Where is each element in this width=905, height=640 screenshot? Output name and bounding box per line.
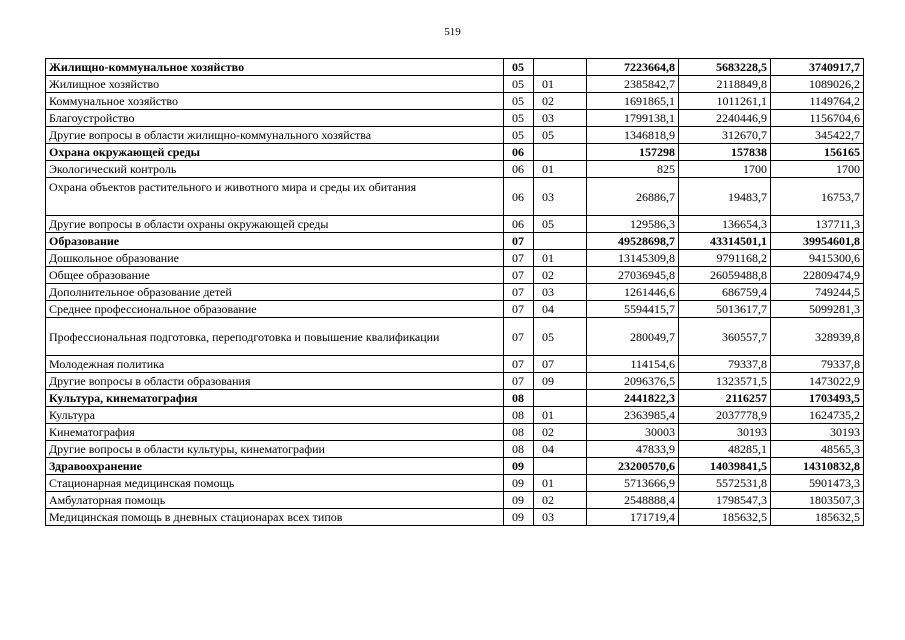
table-row (46, 441, 864, 458)
section-code-cell: 05 (504, 127, 534, 144)
value-cell-3: 156165 (771, 144, 864, 161)
value-cell-3: 185632,5 (771, 509, 864, 526)
section-row (46, 59, 864, 76)
value-cell-2: 19483,7 (679, 178, 771, 216)
row-name-cell: Благоустройство (46, 110, 504, 127)
section-code-cell: 08 (504, 407, 534, 424)
row-name-cell: Культура, кинематография (46, 390, 504, 407)
row-name-cell: Образование (46, 233, 504, 250)
value-cell-2: 185632,5 (679, 509, 771, 526)
row-name-cell: Дошкольное образование (46, 250, 504, 267)
table-row (46, 93, 864, 110)
row-name-cell: Культура (46, 407, 504, 424)
row-name-cell: Жилищно-коммунальное хозяйство (46, 59, 504, 76)
subsection-code-cell: 03 (534, 110, 587, 127)
value-cell-1: 13145309,8 (587, 250, 679, 267)
value-cell-2: 5572531,8 (679, 475, 771, 492)
section-code-cell: 07 (504, 267, 534, 284)
value-cell-1: 1346818,9 (587, 127, 679, 144)
table-row (46, 284, 864, 301)
table-row (46, 492, 864, 509)
value-cell-2: 26059488,8 (679, 267, 771, 284)
table-row (46, 76, 864, 93)
row-name-cell: Дополнительное образование детей (46, 284, 504, 301)
table-row (46, 407, 864, 424)
value-cell-3: 1624735,2 (771, 407, 864, 424)
page-number: 519 (444, 26, 461, 38)
value-cell-3: 1803507,3 (771, 492, 864, 509)
value-cell-3: 1700 (771, 161, 864, 178)
row-name-cell: Другие вопросы в области охраны окружающей среды (46, 216, 504, 233)
row-name-cell: Амбулаторная помощь (46, 492, 504, 509)
row-name-cell: Общее образование (46, 267, 504, 284)
section-code-cell: 09 (504, 492, 534, 509)
value-cell-2: 686759,4 (679, 284, 771, 301)
value-cell-3: 5901473,3 (771, 475, 864, 492)
subsection-code-cell (534, 144, 587, 161)
value-cell-2: 5013617,7 (679, 301, 771, 318)
value-cell-1: 280049,7 (587, 318, 679, 356)
subsection-code-cell: 01 (534, 76, 587, 93)
section-code-cell: 07 (504, 373, 534, 390)
row-name-cell: Среднее профессиональное образование (46, 301, 504, 318)
value-cell-2: 43314501,1 (679, 233, 771, 250)
value-cell-1: 1691865,1 (587, 93, 679, 110)
value-cell-1: 171719,4 (587, 509, 679, 526)
value-cell-2: 5683228,5 (679, 59, 771, 76)
row-name-cell: Стационарная медицинская помощь (46, 475, 504, 492)
value-cell-1: 129586,3 (587, 216, 679, 233)
row-name-cell: Профессиональная подготовка, переподготовка и повышение квалификации (46, 318, 504, 356)
section-code-cell: 07 (504, 356, 534, 373)
value-cell-2: 9791168,2 (679, 250, 771, 267)
section-code-cell: 07 (504, 318, 534, 356)
subsection-code-cell: 07 (534, 356, 587, 373)
value-cell-3: 1703493,5 (771, 390, 864, 407)
value-cell-1: 2096376,5 (587, 373, 679, 390)
row-name-cell: Экологический контроль (46, 161, 504, 178)
subsection-code-cell: 04 (534, 441, 587, 458)
value-cell-1: 47833,9 (587, 441, 679, 458)
value-cell-1: 1261446,6 (587, 284, 679, 301)
subsection-code-cell: 01 (534, 250, 587, 267)
value-cell-3: 39954601,8 (771, 233, 864, 250)
value-cell-2: 1700 (679, 161, 771, 178)
section-row (46, 233, 864, 250)
value-cell-3: 5099281,3 (771, 301, 864, 318)
value-cell-3: 1149764,2 (771, 93, 864, 110)
table-row (46, 267, 864, 284)
value-cell-1: 27036945,8 (587, 267, 679, 284)
value-cell-3: 30193 (771, 424, 864, 441)
value-cell-1: 1799138,1 (587, 110, 679, 127)
value-cell-3: 1089026,2 (771, 76, 864, 93)
value-cell-2: 14039841,5 (679, 458, 771, 475)
subsection-code-cell: 04 (534, 301, 587, 318)
value-cell-3: 1156704,6 (771, 110, 864, 127)
section-code-cell: 09 (504, 475, 534, 492)
subsection-code-cell: 03 (534, 284, 587, 301)
value-cell-1: 2363985,4 (587, 407, 679, 424)
row-name-cell: Коммунальное хозяйство (46, 93, 504, 110)
table-row (46, 318, 864, 356)
value-cell-3: 345422,7 (771, 127, 864, 144)
row-name-cell: Медицинская помощь в дневных стационарах всех типов (46, 509, 504, 526)
value-cell-1: 825 (587, 161, 679, 178)
subsection-code-cell: 09 (534, 373, 587, 390)
value-cell-2: 30193 (679, 424, 771, 441)
subsection-code-cell: 05 (534, 127, 587, 144)
subsection-code-cell: 02 (534, 492, 587, 509)
section-code-cell: 08 (504, 424, 534, 441)
section-code-cell: 05 (504, 93, 534, 110)
value-cell-2: 2116257 (679, 390, 771, 407)
subsection-code-cell (534, 59, 587, 76)
row-name-cell: Охрана окружающей среды (46, 144, 504, 161)
table-row (46, 424, 864, 441)
value-cell-1: 2441822,3 (587, 390, 679, 407)
subsection-code-cell (534, 458, 587, 475)
section-row (46, 390, 864, 407)
section-code-cell: 05 (504, 59, 534, 76)
value-cell-2: 157838 (679, 144, 771, 161)
subsection-code-cell: 05 (534, 216, 587, 233)
section-code-cell: 07 (504, 250, 534, 267)
row-name-cell: Другие вопросы в области образования (46, 373, 504, 390)
value-cell-3: 3740917,7 (771, 59, 864, 76)
value-cell-1: 49528698,7 (587, 233, 679, 250)
subsection-code-cell: 01 (534, 407, 587, 424)
subsection-code-cell (534, 233, 587, 250)
subsection-code-cell: 03 (534, 178, 587, 216)
section-code-cell: 06 (504, 161, 534, 178)
value-cell-2: 1011261,1 (679, 93, 771, 110)
table-row (46, 250, 864, 267)
value-cell-1: 7223664,8 (587, 59, 679, 76)
section-code-cell: 05 (504, 76, 534, 93)
subsection-code-cell: 02 (534, 93, 587, 110)
section-code-cell: 09 (504, 509, 534, 526)
value-cell-1: 2548888,4 (587, 492, 679, 509)
section-code-cell: 06 (504, 144, 534, 161)
subsection-code-cell: 03 (534, 509, 587, 526)
section-code-cell: 06 (504, 216, 534, 233)
value-cell-1: 2385842,7 (587, 76, 679, 93)
value-cell-1: 157298 (587, 144, 679, 161)
row-name-cell: Жилищное хозяйство (46, 76, 504, 93)
value-cell-3: 1473022,9 (771, 373, 864, 390)
subsection-code-cell: 01 (534, 475, 587, 492)
row-name-cell: Другие вопросы в области культуры, кинематографии (46, 441, 504, 458)
value-cell-3: 749244,5 (771, 284, 864, 301)
subsection-code-cell: 02 (534, 424, 587, 441)
value-cell-1: 114154,6 (587, 356, 679, 373)
section-code-cell: 07 (504, 301, 534, 318)
value-cell-3: 9415300,6 (771, 250, 864, 267)
value-cell-3: 22809474,9 (771, 267, 864, 284)
budget-table (45, 58, 864, 526)
subsection-code-cell: 05 (534, 318, 587, 356)
value-cell-2: 312670,7 (679, 127, 771, 144)
value-cell-1: 30003 (587, 424, 679, 441)
table-row (46, 356, 864, 373)
value-cell-2: 360557,7 (679, 318, 771, 356)
table-row (46, 178, 864, 216)
value-cell-2: 48285,1 (679, 441, 771, 458)
value-cell-1: 26886,7 (587, 178, 679, 216)
value-cell-3: 79337,8 (771, 356, 864, 373)
section-code-cell: 07 (504, 233, 534, 250)
value-cell-3: 14310832,8 (771, 458, 864, 475)
table-row (46, 373, 864, 390)
value-cell-2: 1323571,5 (679, 373, 771, 390)
value-cell-3: 16753,7 (771, 178, 864, 216)
value-cell-2: 136654,3 (679, 216, 771, 233)
subsection-code-cell: 02 (534, 267, 587, 284)
table-row (46, 110, 864, 127)
value-cell-3: 48565,3 (771, 441, 864, 458)
value-cell-3: 137711,3 (771, 216, 864, 233)
table-row (46, 509, 864, 526)
section-code-cell: 09 (504, 458, 534, 475)
table-row (46, 161, 864, 178)
table-row (46, 301, 864, 318)
value-cell-2: 2240446,9 (679, 110, 771, 127)
section-code-cell: 08 (504, 441, 534, 458)
value-cell-2: 1798547,3 (679, 492, 771, 509)
value-cell-1: 23200570,6 (587, 458, 679, 475)
table-row (46, 475, 864, 492)
row-name-cell: Кинематография (46, 424, 504, 441)
section-code-cell: 06 (504, 178, 534, 216)
subsection-code-cell: 01 (534, 161, 587, 178)
section-code-cell: 08 (504, 390, 534, 407)
value-cell-2: 79337,8 (679, 356, 771, 373)
value-cell-2: 2118849,8 (679, 76, 771, 93)
row-name-cell: Охрана объектов растительного и животного мира и среды их обитания (46, 178, 504, 216)
subsection-code-cell (534, 390, 587, 407)
section-code-cell: 05 (504, 110, 534, 127)
value-cell-1: 5594415,7 (587, 301, 679, 318)
row-name-cell: Молодежная политика (46, 356, 504, 373)
value-cell-1: 5713666,9 (587, 475, 679, 492)
value-cell-2: 2037778,9 (679, 407, 771, 424)
table-row (46, 127, 864, 144)
row-name-cell: Здравоохранение (46, 458, 504, 475)
budget-table-body (46, 59, 864, 526)
section-row (46, 458, 864, 475)
value-cell-3: 328939,8 (771, 318, 864, 356)
table-row (46, 216, 864, 233)
section-row (46, 144, 864, 161)
row-name-cell: Другие вопросы в области жилищно-коммунального хозяйства (46, 127, 504, 144)
section-code-cell: 07 (504, 284, 534, 301)
